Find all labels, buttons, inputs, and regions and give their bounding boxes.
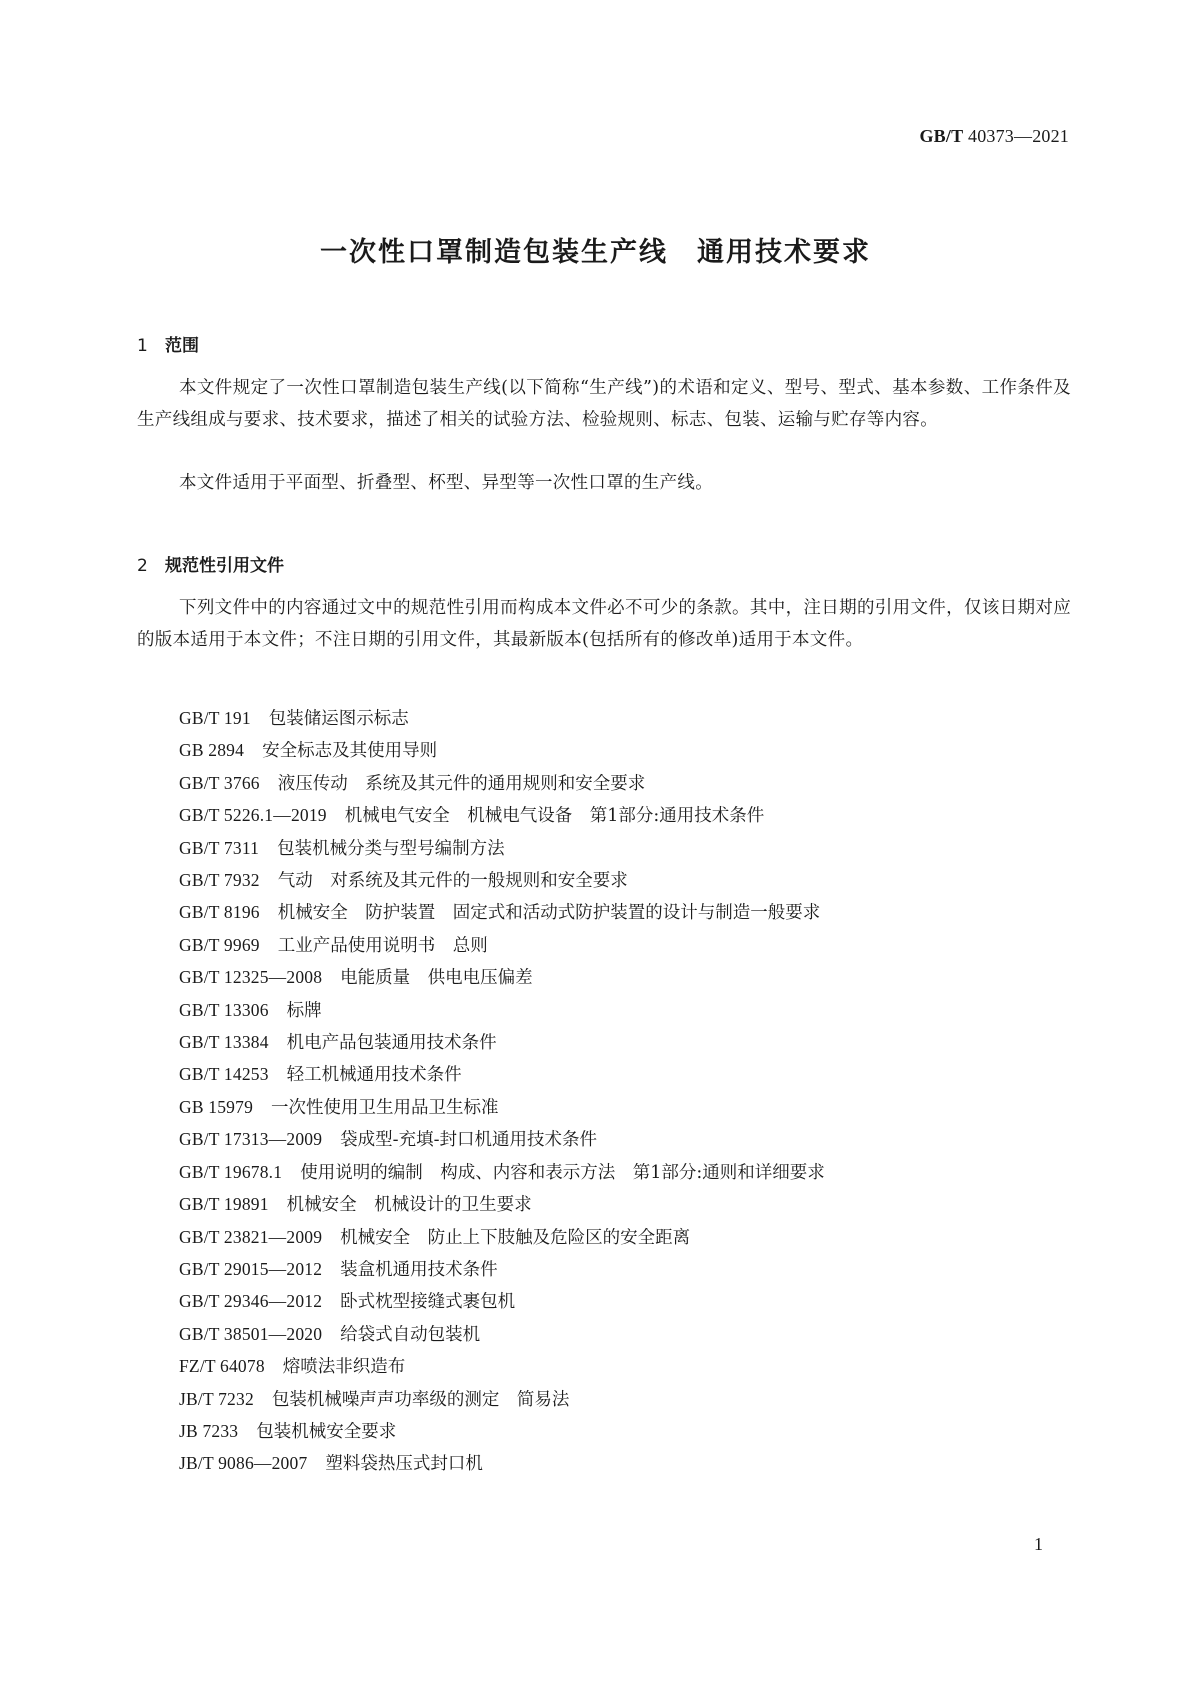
reference-item bbox=[179, 995, 825, 1027]
reference-item bbox=[179, 768, 825, 800]
reference-title: 包装机械安全要求 bbox=[256, 1421, 397, 1442]
reference-code: GB/T 23821—2009 bbox=[179, 1226, 323, 1247]
reference-title: 气动 对系统及其元件的一般规则和安全要求 bbox=[277, 871, 628, 892]
reference-item bbox=[179, 1351, 825, 1383]
reference-title: 机械电气安全 机械电气设备 第1部分:通用技术条件 bbox=[344, 806, 765, 827]
reference-item bbox=[179, 930, 825, 962]
reference-code: FZ/T 64078 bbox=[179, 1356, 265, 1377]
reference-title: 塑料袋热压式封口机 bbox=[325, 1454, 483, 1475]
reference-title: 工业产品使用说明书 总则 bbox=[277, 935, 488, 956]
reference-title: 机械安全 防止上下肢触及危险区的安全距离 bbox=[340, 1227, 691, 1248]
reference-item bbox=[179, 1286, 825, 1318]
standard-number-header bbox=[919, 126, 1069, 147]
reference-title: 标牌 bbox=[286, 1000, 322, 1021]
reference-title: 包装机械噪声声功率级的测定 简易法 bbox=[271, 1389, 570, 1410]
reference-code: GB/T 191 bbox=[179, 708, 251, 728]
page-number: 1 bbox=[1034, 1534, 1043, 1554]
reference-item bbox=[179, 833, 825, 865]
standard-prefix: GB/T bbox=[919, 126, 964, 146]
reference-code: GB/T 29015—2012 bbox=[179, 1258, 323, 1279]
reference-item bbox=[179, 1416, 825, 1448]
reference-item bbox=[179, 1092, 825, 1124]
reference-item bbox=[179, 897, 825, 929]
section-number: 2 bbox=[137, 556, 148, 576]
scope-paragraph-1: 本文件规定了一次性口罩制造包装生产线(以下简称“生产线”)的术语和定义、型号、型式、基本参数、工作条件及生产线组成与要求、技术要求，描述了相关的试验方法、检验规则、标志、包装、运输与贮存等内容。 bbox=[137, 378, 1071, 430]
reference-code: GB/T 3766 bbox=[179, 772, 260, 793]
reference-code: GB/T 14253 bbox=[179, 1064, 269, 1085]
reference-code: GB/T 17313—2009 bbox=[179, 1129, 323, 1150]
reference-item bbox=[179, 703, 825, 735]
reference-item bbox=[179, 1319, 825, 1351]
reference-code: GB/T 13384 bbox=[179, 1032, 269, 1053]
reference-code: GB/T 19891 bbox=[179, 1194, 269, 1215]
reference-code: GB/T 5226.1—2019 bbox=[179, 805, 327, 826]
reference-code: GB/T 29346—2012 bbox=[179, 1291, 323, 1312]
reference-title: 安全标志及其使用导则 bbox=[262, 741, 438, 762]
reference-item bbox=[179, 1384, 825, 1416]
reference-code: GB 15979 bbox=[179, 1096, 254, 1117]
reference-title: 装盒机通用技术条件 bbox=[340, 1259, 498, 1280]
reference-item bbox=[179, 800, 825, 832]
reference-title: 袋成型-充填-封口机通用技术条件 bbox=[340, 1130, 597, 1151]
reference-title: 机械安全 防护装置 固定式和活动式防护装置的设计与制造一般要求 bbox=[277, 903, 821, 924]
section-heading-normative-references bbox=[137, 551, 284, 576]
reference-item bbox=[179, 962, 825, 994]
reference-code: JB/T 9086—2007 bbox=[179, 1453, 308, 1474]
reference-item bbox=[179, 1059, 825, 1091]
reference-code: GB/T 7932 bbox=[179, 870, 260, 891]
reference-code: GB/T 9969 bbox=[179, 934, 260, 955]
reference-item bbox=[179, 1222, 825, 1254]
reference-title: 包装机械分类与型号编制方法 bbox=[277, 838, 505, 859]
reference-item bbox=[179, 735, 825, 767]
reference-title: 给袋式自动包装机 bbox=[340, 1324, 481, 1345]
document-title: 一次性口罩制造包装生产线 通用技术要求 bbox=[320, 237, 871, 268]
reference-title: 包装储运图示标志 bbox=[268, 709, 409, 729]
reference-title: 卧式枕型接缝式裹包机 bbox=[340, 1292, 516, 1313]
reference-title: 液压传动 系统及其元件的通用规则和安全要求 bbox=[277, 773, 646, 794]
reference-item bbox=[179, 1157, 825, 1189]
reference-item bbox=[179, 1124, 825, 1156]
reference-code: GB/T 19678.1 bbox=[179, 1161, 283, 1182]
reference-code: GB/T 7311 bbox=[179, 837, 260, 858]
reference-title: 电能质量 供电电压偏差 bbox=[340, 968, 533, 989]
section-number: 1 bbox=[137, 336, 148, 356]
section-heading-scope bbox=[137, 331, 199, 356]
reference-code: GB/T 38501—2020 bbox=[179, 1323, 323, 1344]
reference-item bbox=[179, 1448, 825, 1480]
reference-item bbox=[179, 1189, 825, 1221]
reference-code: JB/T 7232 bbox=[179, 1388, 254, 1409]
scope-paragraph-2: 本文件适用于平面型、折叠型、杯型、异型等一次性口罩的生产线。 bbox=[179, 473, 713, 493]
references-intro-paragraph: 下列文件中的内容通过文中的规范性引用而构成本文件必不可少的条款。其中，注日期的引用文件，仅该日期对应的版本适用于本文件；不注日期的引用文件，其最新版本(包括所有的修改单)适用于本文件。 bbox=[137, 598, 1071, 650]
reference-title: 一次性使用卫生用品卫生标准 bbox=[271, 1097, 499, 1118]
reference-list bbox=[179, 703, 825, 1481]
section-title: 规范性引用文件 bbox=[165, 556, 284, 576]
reference-title: 熔喷法非织造布 bbox=[282, 1357, 406, 1378]
reference-title: 机电产品包装通用技术条件 bbox=[286, 1033, 497, 1054]
reference-item bbox=[179, 1027, 825, 1059]
reference-code: GB/T 13306 bbox=[179, 999, 269, 1020]
standard-number: 40373—2021 bbox=[968, 126, 1069, 146]
reference-code: GB/T 8196 bbox=[179, 902, 260, 923]
reference-code: JB 7233 bbox=[179, 1420, 239, 1441]
reference-code: GB/T 12325—2008 bbox=[179, 967, 323, 988]
reference-code: GB 2894 bbox=[179, 740, 245, 761]
reference-title: 机械安全 机械设计的卫生要求 bbox=[286, 1195, 532, 1216]
reference-item bbox=[179, 1254, 825, 1286]
reference-title: 使用说明的编制 构成、内容和表示方法 第1部分:通则和详细要求 bbox=[300, 1162, 825, 1183]
section-title: 范围 bbox=[165, 336, 199, 356]
reference-title: 轻工机械通用技术条件 bbox=[286, 1065, 462, 1086]
reference-item bbox=[179, 865, 825, 897]
